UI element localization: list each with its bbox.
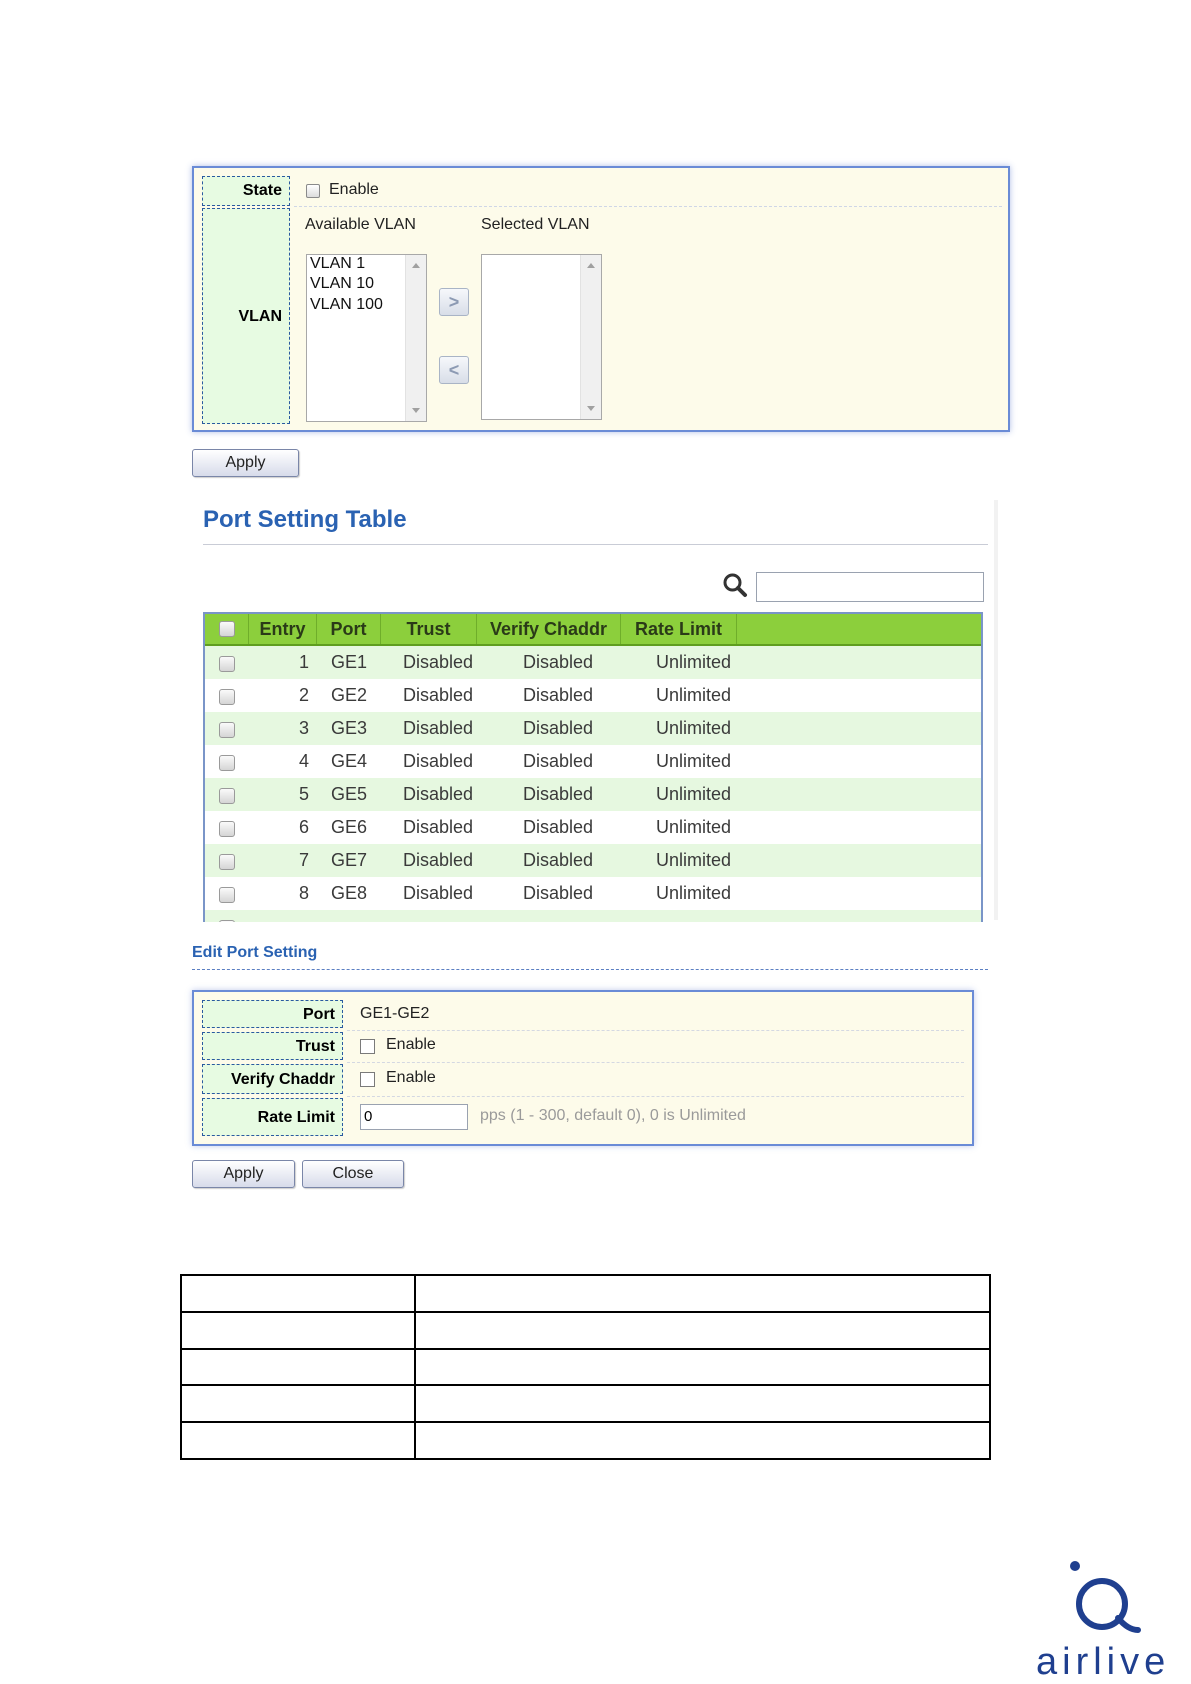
vlan-settings-panel (192, 166, 1010, 432)
table-row (181, 1349, 990, 1386)
trust-cell: Disabled (403, 850, 474, 870)
table-cell (415, 1422, 990, 1459)
row-divider (294, 206, 1002, 207)
entry-cell: 8 (298, 883, 309, 903)
verify-chaddr-cell: Disabled (523, 652, 594, 672)
table-row[interactable] (205, 646, 981, 679)
description-table (180, 1274, 991, 1460)
table-cell (415, 1275, 990, 1312)
trust-enable-checkbox[interactable] (360, 1039, 375, 1054)
entry-cell: 1 (298, 652, 309, 672)
table-cell (181, 1422, 415, 1459)
column-header-entry[interactable]: Entry (249, 614, 317, 644)
airlive-logo (1030, 1552, 1190, 1682)
trust-label: Trust (202, 1032, 343, 1060)
state-enable-label: Enable (329, 181, 379, 198)
selected-vlan-list[interactable] (481, 254, 602, 420)
table-row-partial[interactable] (205, 910, 981, 922)
verify-chaddr-cell: Disabled (523, 850, 594, 870)
row-checkbox[interactable] (219, 755, 235, 771)
table-cell (181, 1349, 415, 1386)
rate-limit-cell: Unlimited (656, 718, 732, 738)
table-cell (181, 1385, 415, 1422)
port-cell: GE2 (331, 685, 368, 705)
table-cell (415, 1312, 990, 1349)
table-row[interactable] (205, 712, 981, 745)
column-header-trust[interactable]: Trust (381, 614, 477, 644)
panel-edge-shade (994, 500, 998, 920)
table-cell (415, 1385, 990, 1422)
trust-cell: Disabled (403, 652, 474, 672)
verify-chaddr-cell: Disabled (523, 784, 594, 804)
port-cell: GE7 (331, 850, 368, 870)
port-setting-table-title: Port Setting Table (203, 506, 407, 533)
port-value: GE1-GE2 (360, 1005, 430, 1022)
vlan-label: VLAN (202, 208, 290, 424)
entry-cell: 6 (298, 817, 309, 837)
table-row[interactable] (205, 745, 981, 778)
verify-chaddr-cell: Disabled (523, 685, 594, 705)
column-header-rate-limit[interactable]: Rate Limit (621, 614, 737, 644)
verify-chaddr-label: Verify Chaddr (202, 1064, 343, 1094)
rate-limit-cell: Unlimited (656, 685, 732, 705)
row-checkbox[interactable] (219, 689, 235, 705)
edit-close-button[interactable]: Close (302, 1160, 404, 1188)
select-all-checkbox[interactable] (219, 621, 235, 637)
available-vlan-title: Available VLAN (305, 216, 416, 233)
row-checkbox[interactable] (219, 788, 235, 804)
table-cell (415, 1349, 990, 1386)
state-enable-checkbox[interactable] (306, 184, 320, 198)
trust-cell: Disabled (403, 685, 474, 705)
rate-limit-cell: Unlimited (656, 784, 732, 804)
entry-cell: 4 (298, 751, 309, 771)
column-header-port[interactable]: Port (317, 614, 381, 644)
verify-chaddr-cell: Disabled (523, 718, 594, 738)
table-cell (181, 1312, 415, 1349)
trust-cell: Disabled (403, 751, 474, 771)
port-cell: GE5 (331, 784, 368, 804)
edit-port-setting-panel (192, 990, 974, 1146)
verify-chaddr-cell: Disabled (523, 751, 594, 771)
port-cell: GE4 (331, 751, 368, 771)
selected-vlan-scrollbar[interactable] (580, 255, 601, 419)
rate-limit-label: Rate Limit (202, 1098, 343, 1136)
trust-cell: Disabled (403, 718, 474, 738)
available-vlan-list[interactable] (306, 254, 427, 422)
entry-cell: 5 (298, 784, 309, 804)
trust-enable-label: Enable (386, 1036, 436, 1053)
title-divider (203, 544, 988, 545)
list-item[interactable]: VLAN 100 (310, 296, 383, 313)
selected-vlan-title: Selected VLAN (481, 216, 590, 233)
move-left-button[interactable]: < (439, 356, 469, 384)
search-icon[interactable] (722, 572, 748, 598)
rate-limit-cell: Unlimited (656, 850, 732, 870)
row-checkbox[interactable] (219, 722, 235, 738)
port-cell: GE8 (331, 883, 368, 903)
vlan-apply-button[interactable]: Apply (192, 449, 299, 477)
row-checkbox[interactable] (219, 854, 235, 870)
row-divider (347, 1096, 964, 1097)
list-item[interactable]: VLAN 10 (310, 275, 375, 292)
trust-cell: Disabled (403, 784, 474, 804)
row-checkbox[interactable] (219, 821, 235, 837)
edit-apply-button[interactable]: Apply (192, 1160, 295, 1188)
table-row[interactable] (205, 811, 981, 844)
column-header-verify-chaddr[interactable]: Verify Chaddr (477, 614, 621, 644)
entry-cell: 2 (298, 685, 309, 705)
trust-cell: Disabled (403, 817, 474, 837)
rate-limit-cell: Unlimited (656, 883, 732, 903)
verify-chaddr-enable-checkbox[interactable] (360, 1072, 375, 1087)
rate-limit-cell: Unlimited (656, 652, 732, 672)
row-checkbox[interactable] (219, 887, 235, 903)
port-setting-table (203, 612, 983, 922)
table-row (181, 1312, 990, 1349)
port-label: Port (202, 1000, 343, 1028)
table-cell (181, 1275, 415, 1312)
table-row[interactable] (205, 844, 981, 877)
list-item[interactable]: VLAN 1 (310, 255, 366, 272)
logo-dot-icon (1070, 1561, 1080, 1571)
row-checkbox[interactable] (219, 920, 235, 922)
table-row[interactable] (205, 877, 981, 910)
port-cell: GE1 (331, 652, 368, 672)
table-row[interactable] (205, 679, 981, 712)
entry-cell: 3 (298, 718, 309, 738)
header-select-cell (205, 614, 249, 644)
move-right-button[interactable]: > (439, 288, 469, 316)
port-cell: GE3 (331, 718, 368, 738)
table-row (181, 1385, 990, 1422)
search-input[interactable] (756, 572, 984, 602)
verify-chaddr-enable-label: Enable (386, 1069, 436, 1086)
available-vlan-scrollbar[interactable] (405, 255, 426, 421)
verify-chaddr-cell: Disabled (523, 817, 594, 837)
state-label: State (202, 176, 290, 206)
row-divider (347, 1062, 964, 1063)
logo-swoosh-icon (1118, 1618, 1138, 1630)
rate-limit-hint: pps (1 - 300, default 0), 0 is Unlimited (480, 1107, 746, 1124)
rate-limit-cell: Unlimited (656, 751, 732, 771)
table-row (181, 1275, 990, 1312)
rate-limit-cell: Unlimited (656, 817, 732, 837)
table-header (205, 614, 981, 646)
entry-cell: 7 (298, 850, 309, 870)
logo-wordmark: airlive (1036, 1641, 1171, 1682)
rate-limit-input[interactable]: 0 (360, 1104, 468, 1130)
row-checkbox[interactable] (219, 656, 235, 672)
row-divider (347, 1030, 964, 1031)
table-row (181, 1422, 990, 1459)
trust-cell: Disabled (403, 883, 474, 903)
title-divider (192, 969, 988, 970)
verify-chaddr-cell: Disabled (523, 883, 594, 903)
edit-port-setting-title: Edit Port Setting (192, 944, 318, 961)
port-cell: GE6 (331, 817, 368, 837)
table-row[interactable] (205, 778, 981, 811)
